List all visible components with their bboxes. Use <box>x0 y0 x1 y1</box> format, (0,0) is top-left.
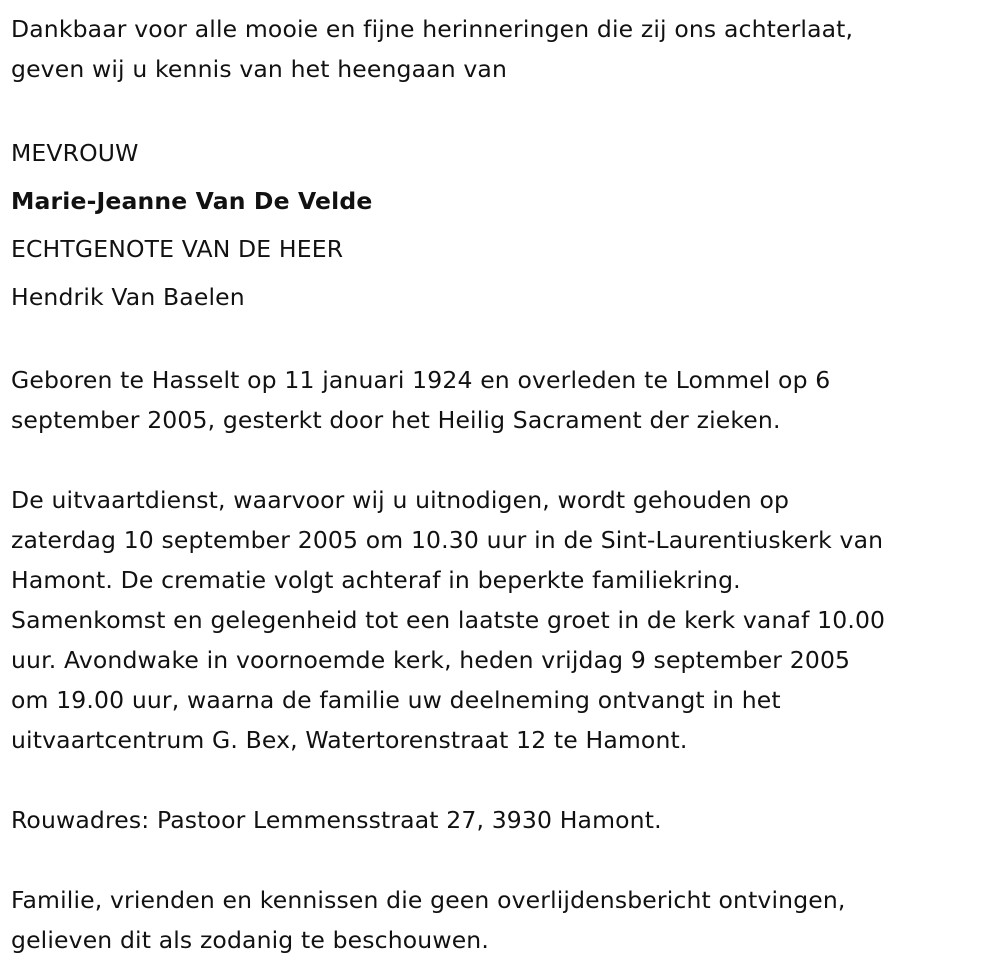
intro-line: geven wij u kennis van het heengaan van <box>11 55 508 83</box>
address-paragraph <box>11 800 985 840</box>
mourning-address: Rouwadres: Pastoor Lemmensstraat 27, 3930 Hamont. <box>11 806 662 834</box>
closing-paragraph <box>11 880 985 960</box>
service-paragraph <box>11 480 985 760</box>
service-line: uitvaartcentrum G. Bex, Watertorenstraat 12 te Hamont. <box>11 726 688 754</box>
birth-death-line: Geboren te Hasselt op 11 januari 1924 en overleden te Lommel op 6 <box>11 366 831 394</box>
honorific: MEVROUW <box>11 139 139 167</box>
spacer <box>11 321 985 360</box>
service-line: om 19.00 uur, waarna de familie uw deelneming ontvangt in het <box>11 686 781 714</box>
spacer <box>11 89 985 129</box>
service-line: Hamont. De crematie volgt achteraf in beperkte familiekring. <box>11 566 741 594</box>
relation: ECHTGENOTE VAN DE HEER <box>11 235 344 263</box>
closing-line: gelieven dit als zodanig te beschouwen. <box>11 926 489 954</box>
spacer <box>11 440 985 480</box>
deceased-name: Marie-Jeanne Van De Velde <box>11 187 373 215</box>
closing-line: Familie, vrienden en kennissen die geen overlijdensbericht ontvingen, <box>11 886 846 914</box>
service-line: zaterdag 10 september 2005 om 10.30 uur in de Sint-Laurentiuskerk van <box>11 526 884 554</box>
intro-paragraph <box>11 9 985 89</box>
spacer <box>11 760 985 800</box>
service-line: Samenkomst en gelegenheid tot een laatste groet in de kerk vanaf 10.00 <box>11 606 886 634</box>
spouse-name: Hendrik Van Baelen <box>11 283 245 311</box>
birth-death-paragraph <box>11 360 985 440</box>
service-line: De uitvaartdienst, waarvoor wij u uitnodigen, wordt gehouden op <box>11 486 790 514</box>
birth-death-line: september 2005, gesterkt door het Heilig Sacrament der zieken. <box>11 406 781 434</box>
service-line: uur. Avondwake in voornoemde kerk, heden vrijdag 9 september 2005 <box>11 646 851 674</box>
deceased-block <box>11 129 985 321</box>
spacer <box>11 840 985 880</box>
intro-line: Dankbaar voor alle mooie en fijne herinneringen die zij ons achterlaat, <box>11 15 854 43</box>
